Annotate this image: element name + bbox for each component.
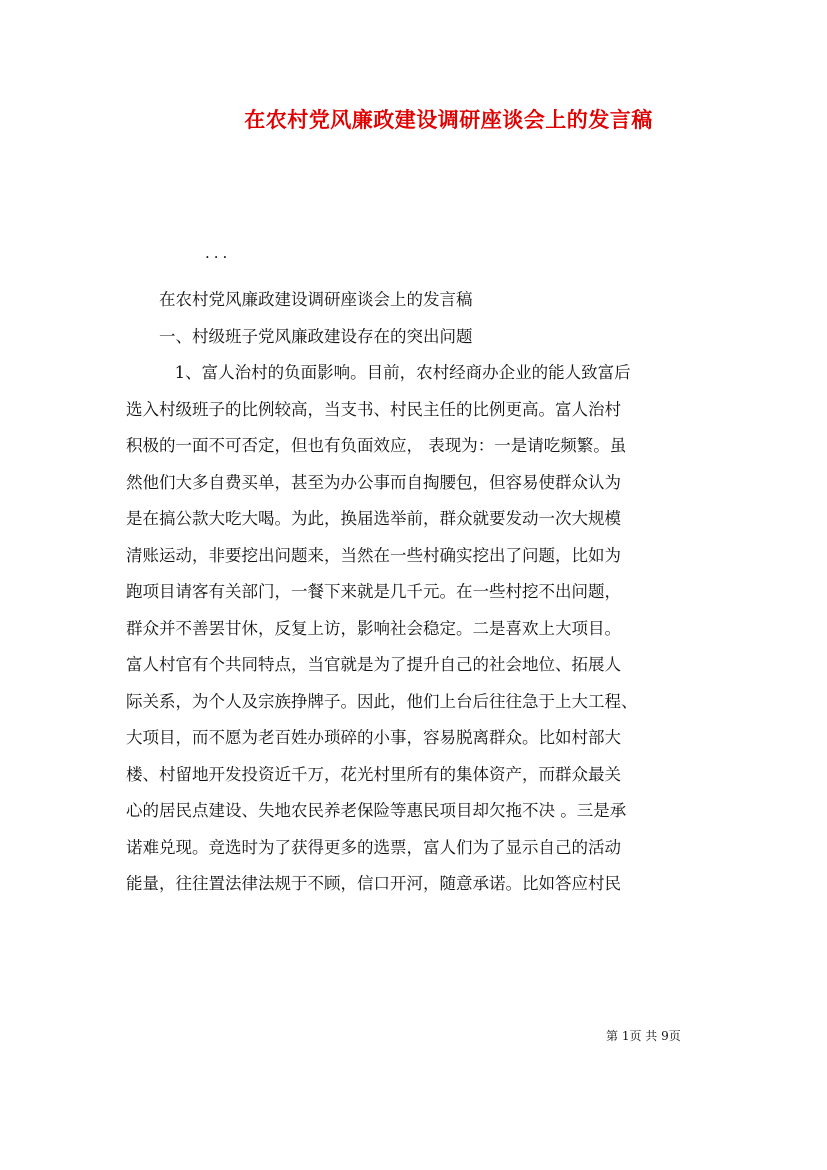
subtitle: 在农村党风廉政建设调研座谈会上的发言稿 <box>159 290 473 309</box>
document-body <box>126 282 716 903</box>
ellipsis-mark: ... <box>205 244 232 262</box>
paragraph-line: 诺难兑现。竞选时为了获得更多的选票，富人们为了显示自己的活动 <box>126 837 621 857</box>
paragraph-line: 然他们大多自费买单，甚至为办公事而自掏腰包，但容易使群众认为 <box>126 472 621 492</box>
paragraph-line: 积极的一面不可否定，但也有负面效应， 表现为：一是请吃频繁。虽 <box>126 436 627 455</box>
paragraph-line: 是在搞公款大吃大喝。为此，换届选举前，群众就要发动一次大规模 <box>126 509 621 528</box>
paragraph-line: 清账运动，非要挖出问题来，当然在一些村确实挖出了问题，比如为 <box>126 545 621 565</box>
paragraph-line: 大项目，而不愿为老百姓办琐碎的小事，容易脱离群众。比如村部大 <box>126 728 621 747</box>
paragraph-line: 际关系，为个人及宗族挣牌子。因此，他们上台后往往急于上大工程、 <box>126 691 638 711</box>
section-heading: 一、村级班子党风廉政建设存在的突出问题 <box>159 326 473 346</box>
paragraph-line: 楼、村留地开发投资近千万，花光村里所有的集体资产，而群众最关 <box>126 764 621 784</box>
paragraph-line: 能量，往往置法律法规于不顾，信口开河，随意承诺。比如答应村民 <box>126 874 621 893</box>
paragraph-line: 选入村级班子的比例较高，当支书、村民主任的比例更高。富人治村 <box>126 399 621 419</box>
paragraph-line: 群众并不善罢甘休，反复上访，影响社会稳定。二是喜欢上大项目。 <box>126 618 621 638</box>
paragraph-line: 富人村官有个共同特点，当官就是为了提升自己的社会地位、拓展人 <box>126 655 621 674</box>
paragraph-line: 1、富人治村的负面影响。目前，农村经商办企业的能人致富后 <box>174 363 631 382</box>
paragraph-line: 跑项目请客有关部门，一餐下来就是几千元。在一些村挖不出问题， <box>126 582 621 601</box>
page-number: 第 1页 共 9页 <box>606 1029 681 1043</box>
body-paragraph <box>126 355 716 903</box>
paragraph-line: 心的居民点建设、失地农民养老保险等惠民项目却欠拖不决 。三是承 <box>126 801 627 820</box>
document-title: 在农村党风廉政建设调研座谈会上的发言稿 <box>244 107 653 132</box>
